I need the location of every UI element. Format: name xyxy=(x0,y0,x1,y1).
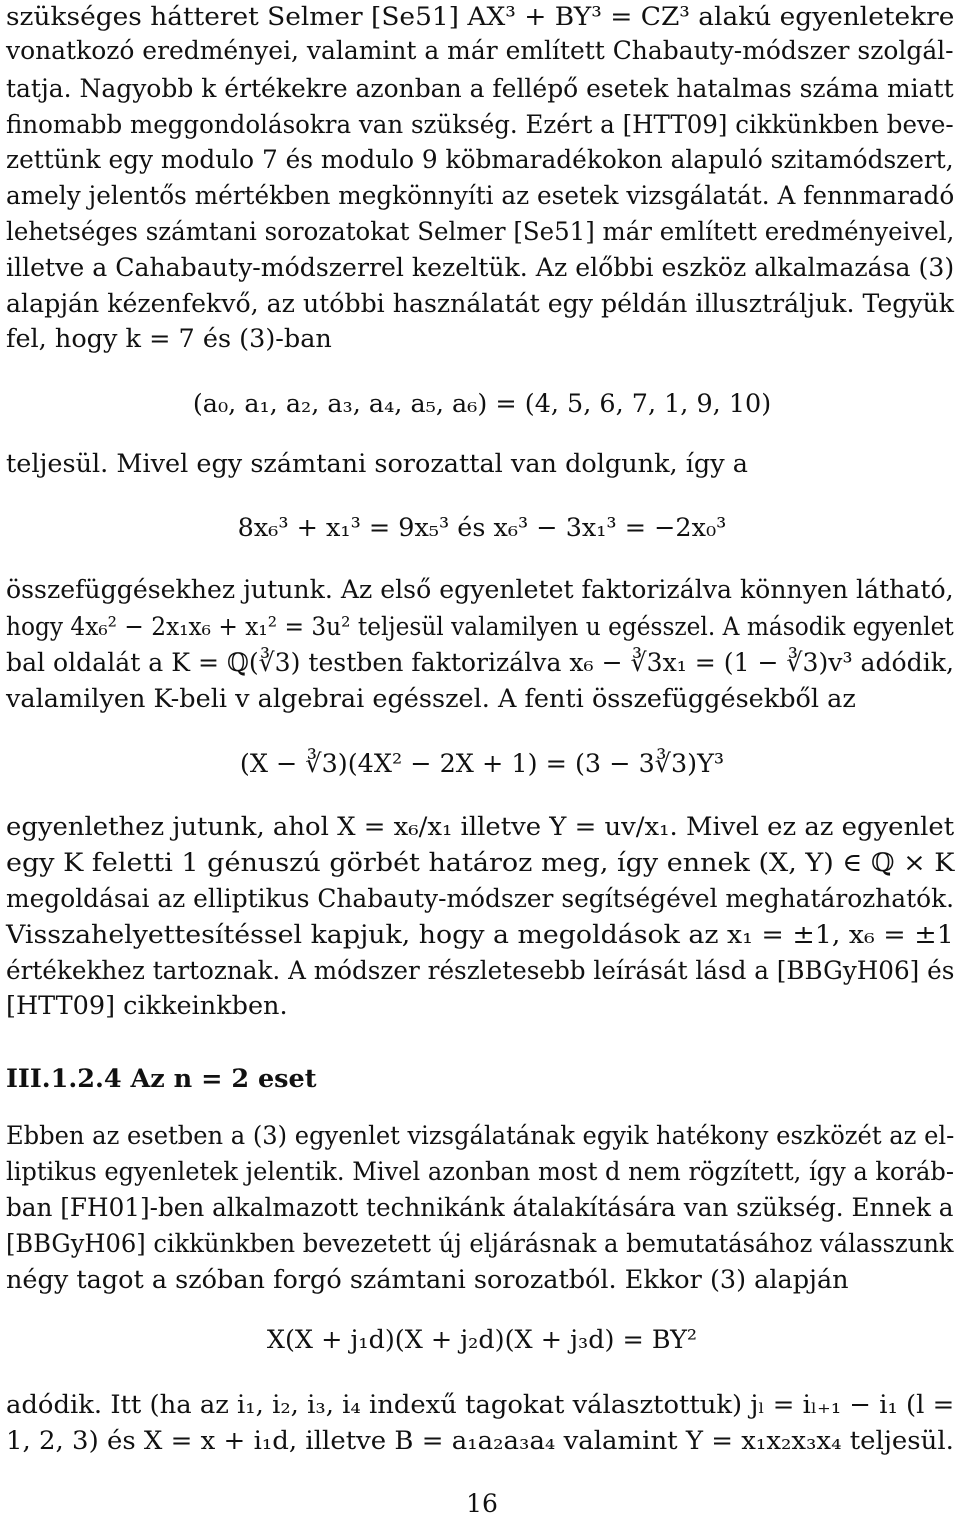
text-line: teljesül. Mivel egy számtani sorozattal van dolgunk, így a xyxy=(6,449,748,479)
text-line: alapján kézenfekvő, az utóbbi használatát egy példán illusztráljuk. Tegyük xyxy=(6,289,955,319)
text-line: ban [FH01]-ben alkalmazott technikánk átalakítására van szükség. Ennek a xyxy=(6,1193,954,1223)
display-equation: (X − ∛3)(4X² − 2X + 1) = (3 − 3∛3)Y³ xyxy=(239,748,725,778)
text-line: megoldásai az elliptikus Chabauty-módszer segítségével meghatározhatók. xyxy=(6,884,955,914)
text-line: [HTT09] cikkeinkben. xyxy=(6,991,288,1021)
text-line: egy K feletti 1 génuszú görbét határoz meg, így ennek (X, Y) ∈ ℚ × K xyxy=(6,848,955,878)
text-line: tatja. Nagyobb k értékekre azonban a fellépő esetek hatalmas száma miatt xyxy=(6,74,954,104)
text-line: összefüggésekhez jutunk. Az első egyenletet faktorizálva könnyen látható, xyxy=(6,575,954,605)
text-line: adódik. Itt (ha az i₁, i₂, i₃, i₄ indexű tagokat választottuk) jₗ = iₗ₊₁ − i₁ (l = xyxy=(6,1390,955,1420)
text-line: zettünk egy modulo 7 és modulo 9 köbmaradékokon alapuló szitamódszert, xyxy=(6,145,954,175)
text-line: amely jelentős mértékben megkönnyíti az esetek vizsgálatát. A fennmaradó xyxy=(6,181,955,211)
text-line: fel, hogy k = 7 és (3)-ban xyxy=(6,324,332,354)
text-line: liptikus egyenletek jelentik. Mivel azonban most d nem rögzített, így a koráb- xyxy=(6,1157,954,1187)
text-line: finomabb meggondolásokra van szükség. Ezért a [HTT09] cikkünkben beve- xyxy=(6,110,954,140)
display-equation: X(X + j₁d)(X + j₂d)(X + j₃d) = BY² xyxy=(266,1324,698,1354)
display-equation: (a₀, a₁, a₂, a₃, a₄, a₅, a₆) = (4, 5, 6, 7, 1, 9, 10) xyxy=(192,388,772,418)
section-heading: III.1.2.4 Az n = 2 eset xyxy=(6,1064,317,1094)
page-number: 16 xyxy=(466,1489,498,1518)
text-line: valamilyen K-beli v algebrai egésszel. A fenti összefüggésekből az xyxy=(6,684,856,714)
text-line: illetve a Cahabauty-módszerrel kezeltük. Az előbbi eszköz alkalmazása (3) xyxy=(6,253,955,283)
text-line: vonatkozó eredményei, valamint a már említett Chabauty-módszer szolgál- xyxy=(6,36,954,66)
text-line: [BBGyH06] cikkünkben bevezetett új eljárásnak a bemutatásához válasszunk xyxy=(6,1229,954,1259)
display-equation: 8x₆³ + x₁³ = 9x₅³ és x₆³ − 3x₁³ = −2x₀³ xyxy=(237,512,727,542)
text-line: szükséges hátteret Selmer [Se51] AX³ + BY³ = CZ³ alakú egyenletekre xyxy=(6,2,955,32)
text-line: hogy 4x₆² − 2x₁x₆ + x₁² = 3u² teljesül valamilyen u egésszel. A második egyenlet xyxy=(6,612,954,642)
text-line: négy tagot a szóban forgó számtani sorozatból. Ekkor (3) alapján xyxy=(6,1265,849,1295)
text-line: Visszahelyettesítéssel kapjuk, hogy a megoldások az x₁ = ±1, x₆ = ±1 xyxy=(6,920,954,950)
text-line: 1, 2, 3) és X = x + i₁d, illetve B = a₁a₂a₃a₄ valamint Y = x₁x₂x₃x₄ teljesül. xyxy=(6,1426,954,1456)
text-line: lehetséges számtani sorozatokat Selmer [Se51] már említett eredményeivel, xyxy=(6,217,955,247)
text-line: Ebben az esetben a (3) egyenlet vizsgálatának egyik hatékony eszközét az el- xyxy=(6,1121,955,1151)
text-line: egyenlethez jutunk, ahol X = x₆/x₁ illetve Y = uv/x₁. Mivel ez az egyenlet xyxy=(6,812,955,842)
text-line: értékekhez tartoznak. A módszer részletesebb leírását lásd a [BBGyH06] és xyxy=(6,956,955,986)
text-line: bal oldalát a K = ℚ(∛3) testben faktorizálva x₆ − ∛3x₁ = (1 − ∛3)v³ adódik, xyxy=(6,648,954,678)
